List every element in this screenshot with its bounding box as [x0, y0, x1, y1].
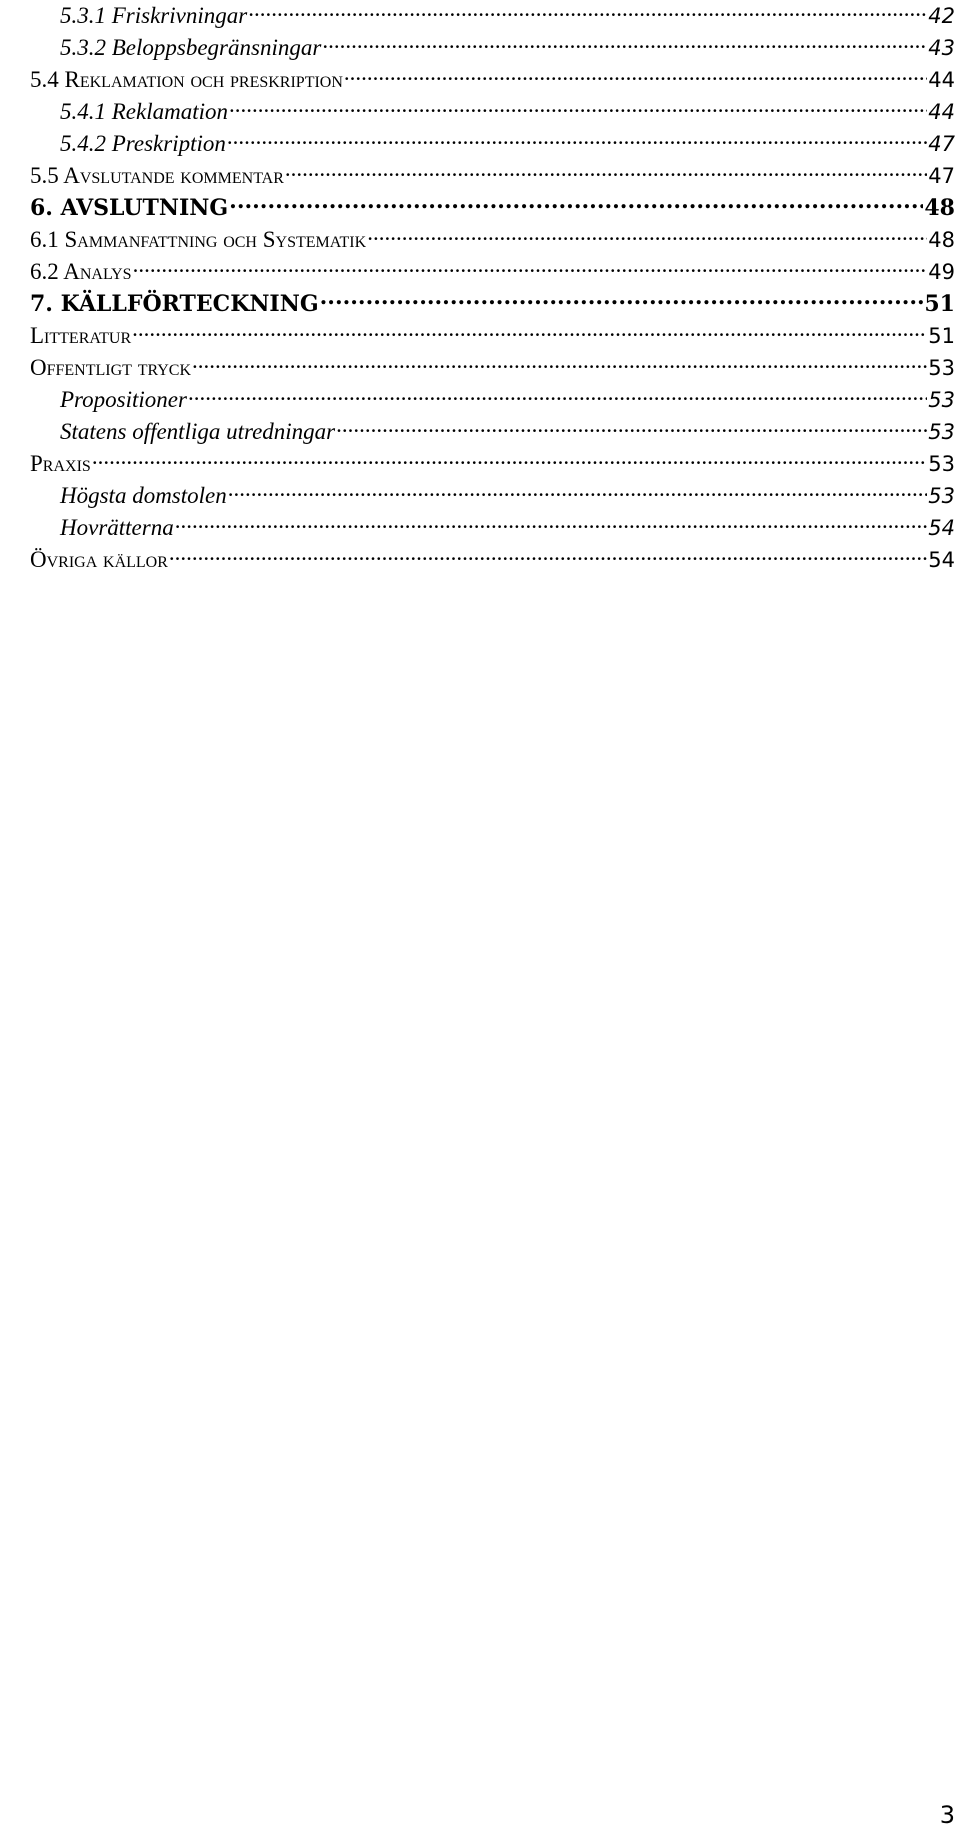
toc-entry[interactable]: [30, 544, 955, 576]
toc-leader-dots: [133, 256, 928, 279]
toc-entry[interactable]: [30, 64, 955, 96]
toc-entry-page: 47: [928, 132, 955, 156]
toc-entry-label: Statens offentliga utredningar: [60, 419, 336, 444]
toc-entry-label: Högsta domstolen: [60, 483, 227, 508]
toc-leader-dots: [92, 448, 927, 471]
toc-entry-label: Offentligt tryck: [30, 355, 192, 380]
toc-entry[interactable]: [30, 32, 955, 64]
toc-entry-page: 53: [928, 420, 955, 444]
toc-entry[interactable]: [30, 512, 955, 544]
toc-entry-page: 51: [924, 291, 955, 317]
toc-entry-label: 5.3.1 Friskrivningar: [60, 3, 248, 28]
toc-entry-label: 7. KÄLLFÖRTECKNING: [30, 291, 319, 317]
toc-leader-dots: [322, 32, 927, 55]
toc-entry-label: 5.4 Reklamation och preskription: [30, 67, 343, 92]
toc-entry-page: 51: [928, 324, 955, 348]
toc-entry[interactable]: [30, 128, 955, 160]
toc-entry[interactable]: [30, 416, 955, 448]
toc-leader-dots: [192, 352, 927, 375]
toc-entry-label: 5.5 Avslutande kommentar: [30, 163, 284, 188]
toc-entry-page: 43: [928, 36, 955, 60]
toc-entry-label: 6.2 Analys: [30, 259, 132, 284]
toc-entry-page: 53: [928, 356, 955, 380]
toc-entry[interactable]: [30, 448, 955, 480]
toc-leader-dots: [344, 64, 927, 87]
toc-leader-dots: [228, 480, 928, 503]
toc-entry-label: 6. AVSLUTNING: [30, 195, 229, 221]
toc-entry-page: 48: [928, 228, 955, 252]
toc-entry-label: Övriga källor: [30, 547, 168, 572]
toc-entry-page: 44: [928, 100, 955, 124]
toc-entry[interactable]: [30, 352, 955, 384]
toc-entry[interactable]: [30, 0, 955, 32]
toc-entry-label: Propositioner: [60, 387, 187, 412]
toc-leader-dots: [320, 289, 924, 311]
toc-entry[interactable]: [30, 480, 955, 512]
toc-entry-label: 5.3.2 Beloppsbegränsningar: [60, 35, 322, 60]
toc-entry-page: 54: [928, 516, 955, 540]
toc-leader-dots: [248, 0, 927, 23]
toc-entry-page: 47: [928, 164, 955, 188]
toc-leader-dots: [367, 224, 927, 247]
toc-leader-dots: [188, 384, 927, 407]
toc-entry[interactable]: [30, 256, 955, 288]
toc-entry[interactable]: [30, 160, 955, 192]
toc-entry-chapter[interactable]: [30, 288, 955, 320]
toc-entry-page: 48: [924, 195, 955, 221]
toc-entry[interactable]: [30, 320, 955, 352]
toc-entry-label: 6.1 Sammanfattning och Systematik: [30, 227, 367, 252]
toc-entry[interactable]: [30, 96, 955, 128]
toc-leader-dots: [336, 416, 927, 439]
toc-entry-label: 5.4.2 Preskription: [60, 131, 226, 156]
toc-leader-dots: [285, 160, 927, 183]
toc-entry-page: 42: [928, 4, 955, 28]
toc-entry[interactable]: [30, 224, 955, 256]
toc-entry-label: Litteratur: [30, 323, 132, 348]
toc-entry[interactable]: [30, 384, 955, 416]
table-of-contents: [30, 0, 955, 576]
page-number: 3: [939, 1801, 955, 1829]
toc-entry-label: Hovrätterna: [60, 515, 174, 540]
toc-entry-page: 53: [928, 388, 955, 412]
toc-entry-page: 53: [928, 484, 955, 508]
toc-leader-dots: [175, 512, 928, 535]
toc-entry-page: 44: [928, 68, 955, 92]
toc-leader-dots: [229, 193, 923, 215]
toc-entry-page: 53: [928, 452, 955, 476]
toc-entry-label: 5.4.1 Reklamation: [60, 99, 228, 124]
toc-leader-dots: [227, 128, 927, 151]
toc-leader-dots: [132, 320, 927, 343]
toc-leader-dots: [229, 96, 927, 119]
toc-entry-page: 49: [928, 260, 955, 284]
toc-entry-label: Praxis: [30, 451, 91, 476]
toc-entry-chapter[interactable]: [30, 192, 955, 224]
toc-leader-dots: [169, 544, 927, 567]
toc-entry-page: 54: [928, 548, 955, 572]
